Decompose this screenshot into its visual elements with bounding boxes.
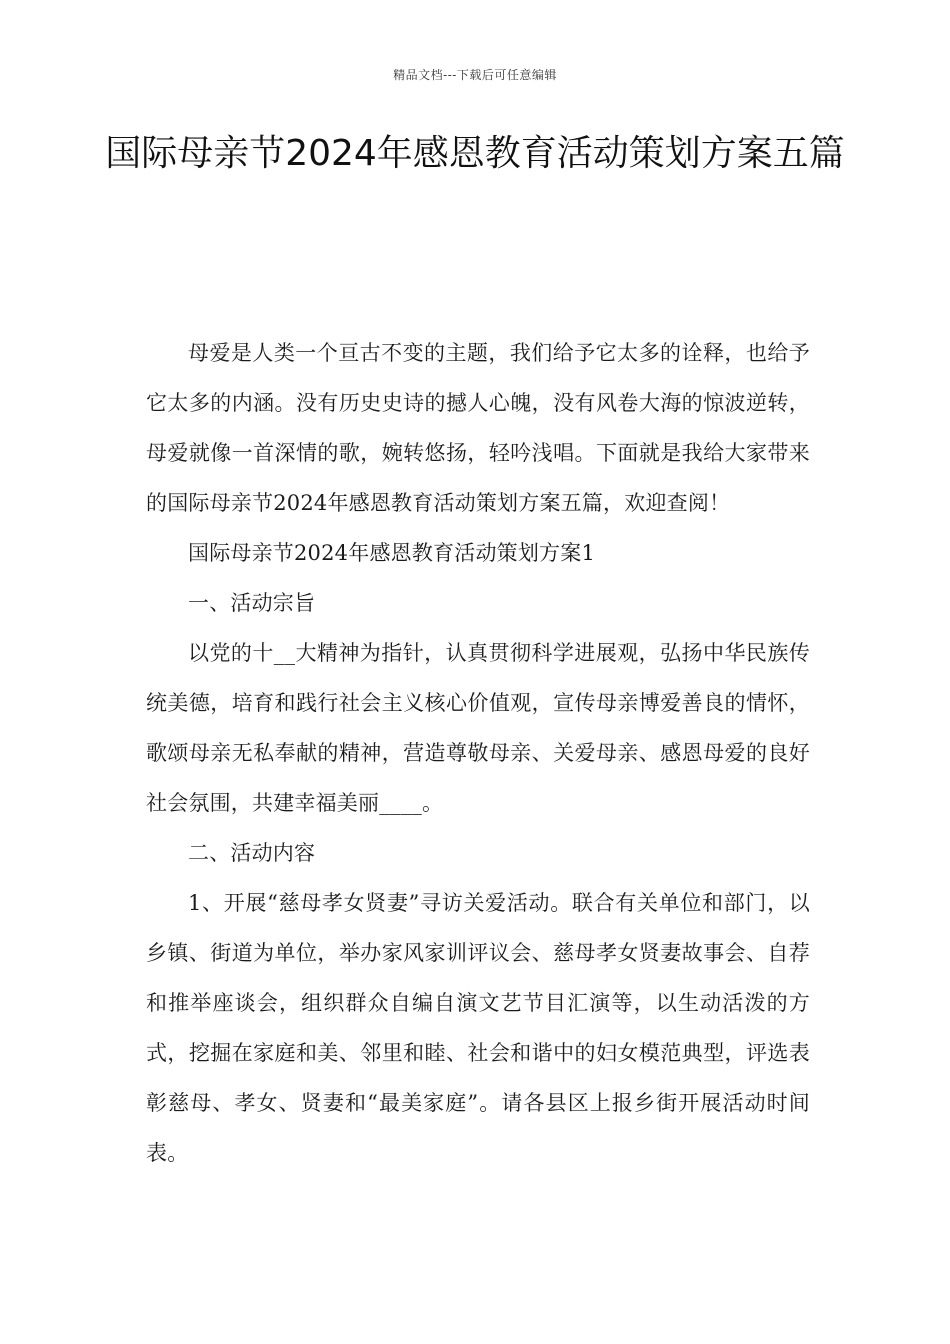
subsection-heading-purpose: 一、活动宗旨 <box>188 591 316 615</box>
document-title: 国际母亲节2024年感恩教育活动策划方案五篇 <box>105 133 845 174</box>
document-body <box>146 328 810 1178</box>
subsection-heading-content: 二、活动内容 <box>188 841 316 865</box>
section-title: 国际母亲节2024年感恩教育活动策划方案1 <box>188 541 596 565</box>
content-paragraph-1: 1、开展“慈母孝女贤妻”寻访关爱活动。联合有关单位和部门，以乡镇、街道为单位，举办家风家训评议会、慈母孝女贤妻故事会、自荐和推举座谈会，组织群众自编自演文艺节目汇演等，以生动活泼的方式，挖掘在家庭和美、邻里和睦、社会和谐中的妇女模范典型，评选表彰慈母、孝女、贤妻和“最美家庭”。请各县区上报乡街开展活动时间表。 <box>146 891 810 1165</box>
intro-paragraph: 母爱是人类一个亘古不变的主题，我们给予它太多的诠释，也给予它太多的内涵。没有历史史诗的撼人心魄，没有风卷大海的惊波逆转，母爱就像一首深情的歌，婉转悠扬，轻吟浅唱。下面就是我给大家带来的国际母亲节2024年感恩教育活动策划方案五篇，欢迎查阅！ <box>146 341 810 515</box>
header-note: 精品文档---下载后可任意编辑 <box>393 68 557 82</box>
purpose-paragraph: 以党的十__大精神为指针，认真贯彻科学进展观，弘扬中华民族传统美德，培育和践行社会主义核心价值观，宣传母亲博爱善良的情怀，歌颂母亲无私奉献的精神，营造尊敬母亲、关爱母亲、感恩母爱的良好社会氛围，共建幸福美丽____。 <box>146 641 810 815</box>
